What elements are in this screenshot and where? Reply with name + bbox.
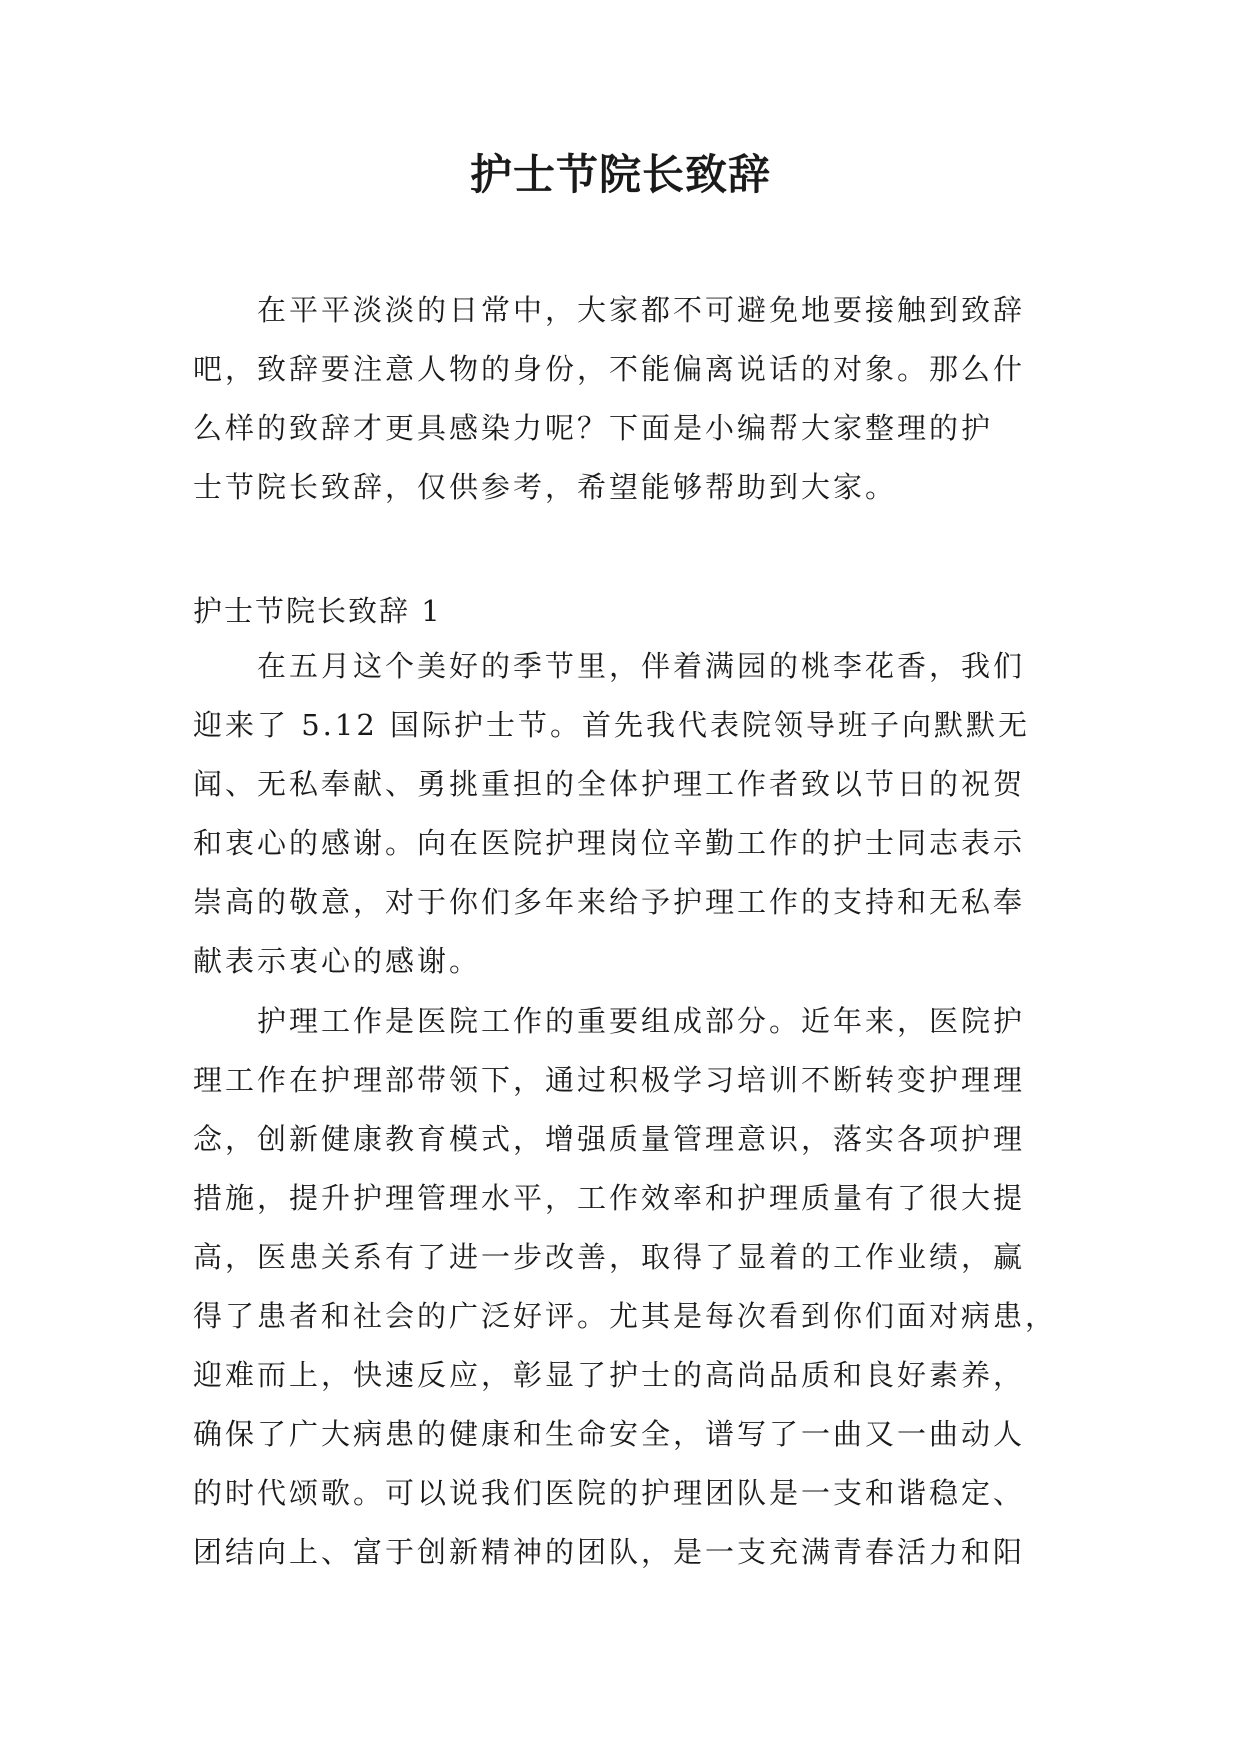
- text-line: 高，医患关系有了进一步改善，取得了显着的工作业绩，赢: [193, 1240, 1026, 1274]
- text-line: 崇高的敬意，对于你们多年来给予护理工作的支持和无私奉: [193, 885, 1026, 919]
- text-line: 措施，提升护理管理水平，工作效率和护理质量有了很大提: [193, 1181, 1026, 1215]
- text-line: 闻、无私奉献、勇挑重担的全体护理工作者致以节日的祝贺: [193, 767, 1026, 801]
- text-line: 得了患者和社会的广泛好评。尤其是每次看到你们面对病患，: [193, 1299, 1058, 1333]
- text-line: 护理工作是医院工作的重要组成部分。近年来，医院护: [257, 1004, 1026, 1038]
- text-line: 念，创新健康教育模式，增强质量管理意识，落实各项护理: [193, 1122, 1026, 1156]
- text-line: 和衷心的感谢。向在医院护理岗位辛勤工作的护士同志表示: [193, 826, 1026, 860]
- text-line: 团结向上、富于创新精神的团队，是一支充满青春活力和阳: [193, 1535, 1026, 1569]
- document-title: 护士节院长致辞: [469, 150, 771, 199]
- text-line: 迎难而上，快速反应，彰显了护士的高尚品质和良好素养，: [193, 1358, 1026, 1392]
- paragraph-2: [193, 992, 1058, 1582]
- text-line: 迎来了 5.12 国际护士节。首先我代表院领导班子向默默无: [193, 708, 1031, 742]
- text-line: 确保了广大病患的健康和生命安全，谱写了一曲又一曲动人: [193, 1417, 1026, 1451]
- text-line: 在五月这个美好的季节里，伴着满园的桃李花香，我们: [257, 649, 1026, 683]
- text-line: 的时代颂歌。可以说我们医院的护理团队是一支和谐稳定、: [193, 1476, 1026, 1510]
- text-line: 献表示衷心的感谢。: [193, 944, 482, 978]
- intro-paragraph: [193, 281, 1055, 517]
- paragraph-1: [193, 637, 1055, 991]
- text-line: 么样的致辞才更具感染力呢？下面是小编帮大家整理的护: [193, 411, 994, 445]
- text-line: 在平平淡淡的日常中，大家都不可避免地要接触到致辞: [257, 293, 1026, 327]
- text-line: 理工作在护理部带领下，通过积极学习培训不断转变护理理: [193, 1063, 1026, 1097]
- section-heading: 护士节院长致辞 1: [193, 594, 442, 628]
- text-line: 士节院长致辞，仅供参考，希望能够帮助到大家。: [193, 470, 898, 504]
- text-line: 吧，致辞要注意人物的身份，不能偏离说话的对象。那么什: [193, 352, 1026, 386]
